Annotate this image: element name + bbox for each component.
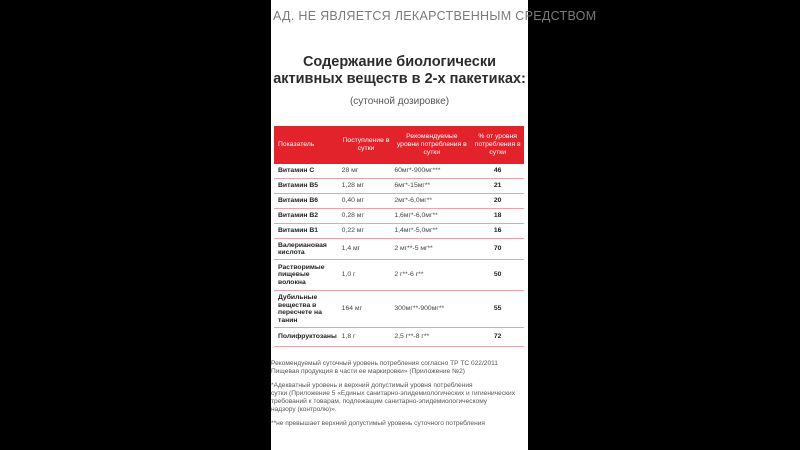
row-name: Дубильные вещества в пересчете на танин bbox=[274, 291, 340, 328]
row-name: Растворимые пищевые волокна bbox=[274, 260, 340, 291]
row-name: Витамин В6 bbox=[274, 194, 340, 209]
table-row bbox=[274, 179, 524, 194]
row-name: Полифруктозаны bbox=[274, 328, 340, 347]
row-recommended: 300мг**-900мг** bbox=[392, 291, 471, 328]
footnote-1-line-1: Рекомендуемый суточный уровень потребления согласно ТР ТС 022/2011 bbox=[271, 360, 498, 367]
title-line-1: Содержание биологически bbox=[302, 54, 497, 70]
row-name: Витамин В5 bbox=[274, 179, 340, 194]
row-intake: 1,4 мг bbox=[340, 239, 393, 260]
footnote-3 bbox=[271, 420, 528, 428]
page-subtitle: (суточной дозировке) bbox=[349, 96, 450, 107]
header-recommended: Рекомендуемые уровни потребления в сутки bbox=[392, 126, 471, 164]
row-intake: 0,40 мг bbox=[340, 194, 393, 209]
table-row bbox=[274, 239, 524, 260]
footnote-1 bbox=[271, 360, 528, 376]
disclaimer-text: АД. НЕ ЯВЛЯЕТСЯ ЛЕКАРСТВЕННЫМ СРЕДСТВОМ bbox=[273, 9, 597, 23]
footnote-2-line-2: сутки (Приложение 5 «Единых санитарно-эпидемиологических и гигиенических bbox=[271, 390, 515, 397]
row-percent: 18 bbox=[471, 209, 524, 224]
row-intake: 164 мг bbox=[340, 291, 393, 328]
document-page bbox=[271, 0, 597, 450]
footnote-2-line-4: надзору (контролю)». bbox=[271, 406, 337, 413]
table-row bbox=[274, 164, 524, 179]
row-name: Витамин С bbox=[274, 164, 340, 179]
row-percent: 72 bbox=[471, 328, 524, 347]
footnote-2-line-3: требований к товарам, подлежащим санитарно-эпидемиологическому bbox=[271, 398, 488, 405]
row-intake: 0,28 мг bbox=[340, 209, 393, 224]
footnote-1-line-2: Пищевая продукция в части ее маркировки» (Приложение №2) bbox=[271, 368, 466, 375]
row-intake: 1,8 г bbox=[340, 328, 393, 347]
page-title bbox=[271, 54, 528, 88]
table-row bbox=[274, 209, 524, 224]
table-row bbox=[274, 291, 524, 328]
row-intake: 1,0 г bbox=[340, 260, 393, 291]
row-percent: 50 bbox=[471, 260, 524, 291]
row-recommended: 2 г**-6 г** bbox=[392, 260, 471, 291]
row-recommended: 6мг*-15мг** bbox=[392, 179, 471, 194]
table-row bbox=[274, 260, 524, 291]
row-percent: 55 bbox=[471, 291, 524, 328]
disclaimer-banner bbox=[271, 9, 597, 29]
row-recommended: 2,5 г**-8 г** bbox=[392, 328, 471, 347]
header-indicator: Показатель bbox=[274, 126, 340, 164]
table-row bbox=[274, 328, 524, 347]
row-recommended: 2 мг**-5 мг** bbox=[392, 239, 471, 260]
row-percent: 21 bbox=[471, 179, 524, 194]
row-intake: 28 мг bbox=[340, 164, 393, 179]
row-name: Витамин В1 bbox=[274, 224, 340, 239]
row-percent: 16 bbox=[471, 224, 524, 239]
table-row bbox=[274, 224, 524, 239]
footnotes bbox=[271, 360, 528, 434]
footnote-2-line-1: *Адекватный уровень и верхний допустимый уровня потребления bbox=[271, 382, 473, 389]
footnote-2 bbox=[271, 382, 528, 414]
row-recommended: 1,4мг*-5,0мг** bbox=[392, 224, 471, 239]
table-header-row bbox=[274, 126, 524, 164]
header-percent: % от уровня потребления в сутки bbox=[471, 126, 524, 164]
row-recommended: 60мг*-900мг*** bbox=[392, 164, 471, 179]
row-name: Витамин В2 bbox=[274, 209, 340, 224]
row-intake: 1,28 мг bbox=[340, 179, 393, 194]
title-line-2: активных веществ в 2-х пакетиках: bbox=[273, 71, 526, 87]
table-row bbox=[274, 194, 524, 209]
row-percent: 20 bbox=[471, 194, 524, 209]
row-name: Валериановая кислота bbox=[274, 239, 340, 260]
footnote-3-line-1: **не превышает верхний допустимый уровень суточного потребления bbox=[271, 420, 485, 427]
row-recommended: 1,6мг*-6,0мг** bbox=[392, 209, 471, 224]
header-intake: Поступление в сутки bbox=[340, 126, 393, 164]
row-percent: 46 bbox=[471, 164, 524, 179]
row-intake: 0,22 мг bbox=[340, 224, 393, 239]
row-percent: 70 bbox=[471, 239, 524, 260]
row-recommended: 2мг*-6,0мг** bbox=[392, 194, 471, 209]
nutrient-table bbox=[274, 126, 524, 347]
